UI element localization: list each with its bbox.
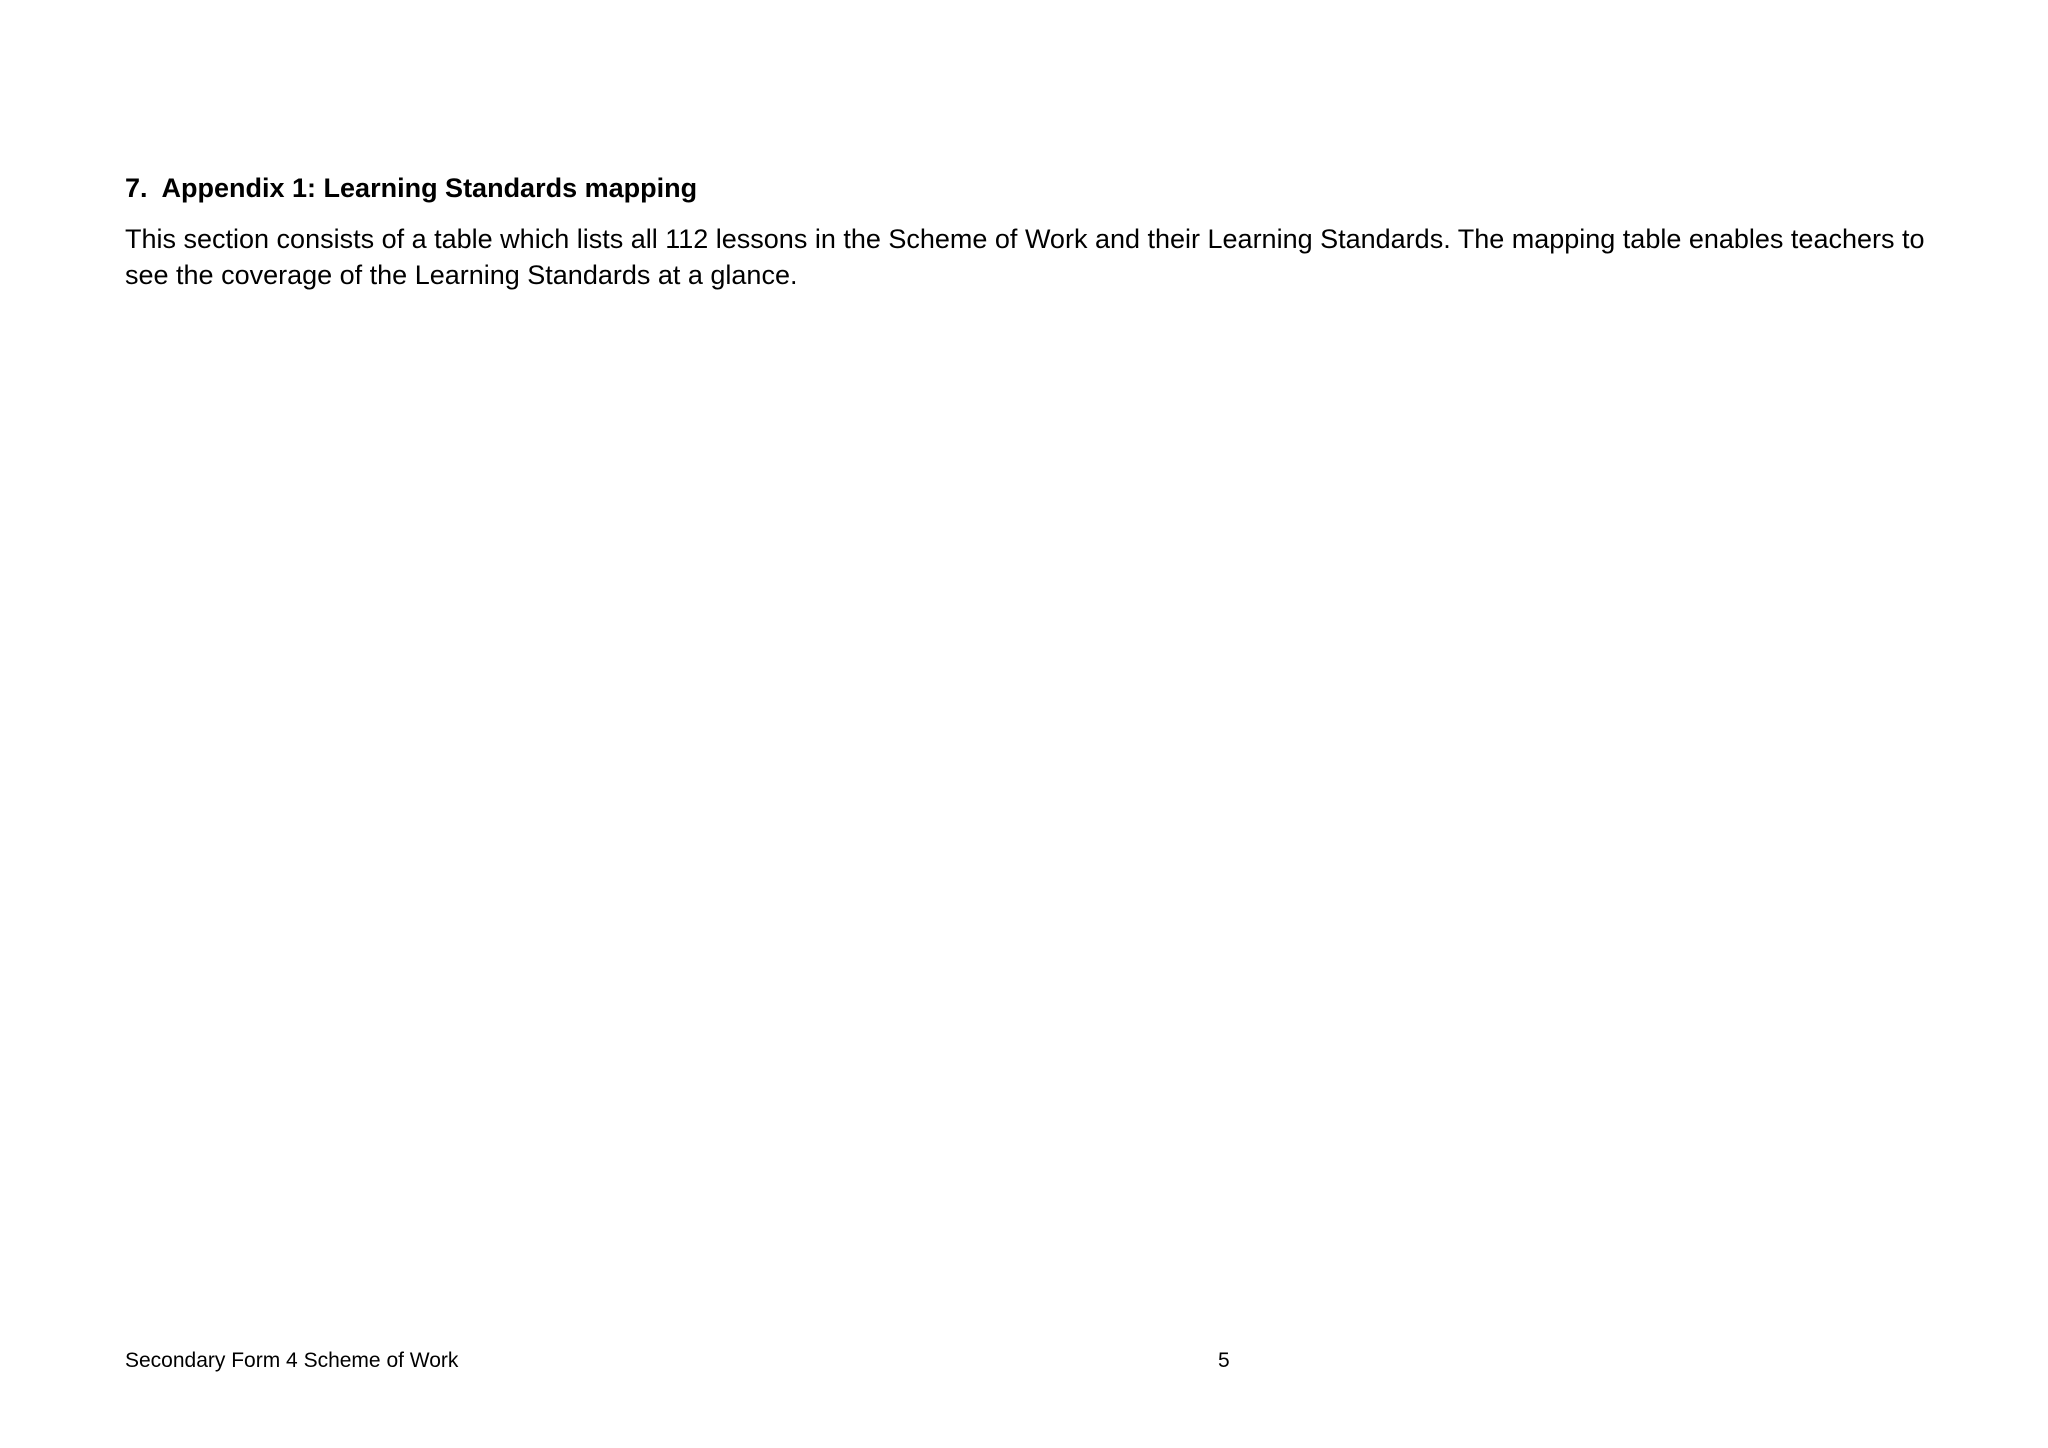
section-heading: [125, 170, 1945, 206]
section-body-text: This section consists of a table which lists all 112 lessons in the Scheme of Work and their Learning Standards. The mapping table enables teachers to see the coverage of the Learning Standards at a glance.: [125, 224, 1925, 290]
section-number: 7.: [125, 173, 148, 203]
section-title: Appendix 1: Learning Standards mapping: [161, 173, 698, 203]
footer-document-title: Secondary Form 4 Scheme of Work: [125, 1349, 459, 1372]
footer-page-number: 5: [1218, 1349, 1230, 1372]
page-footer: [0, 1346, 2048, 1376]
appendix-section: [125, 170, 1945, 293]
